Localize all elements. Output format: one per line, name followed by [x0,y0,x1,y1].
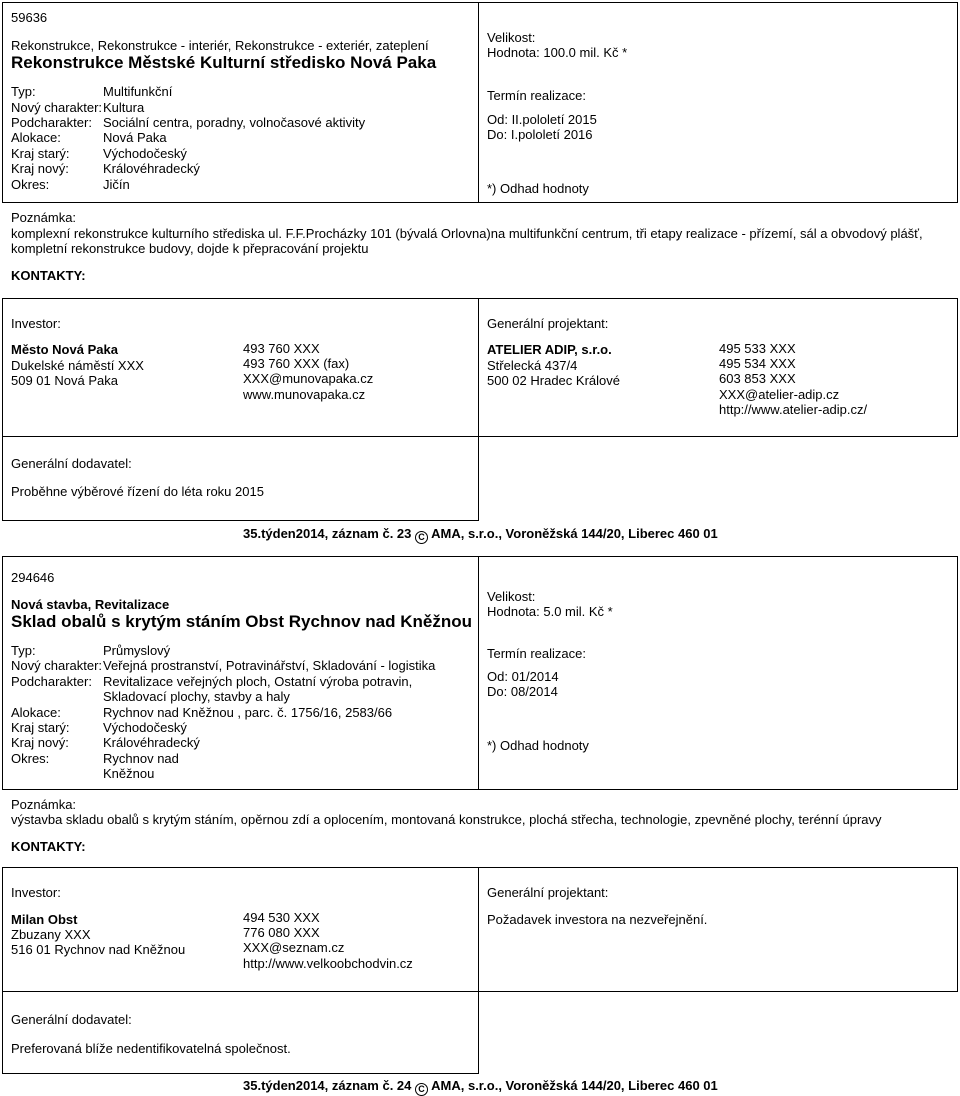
investor-address: Dukelské náměstí XXX [11,358,144,373]
field-label: Typ: [11,643,36,658]
field-label: Nový charakter: [11,658,103,673]
field-label: Okres: [11,751,50,766]
field-label: Kraj starý: [11,720,70,735]
estimate-note: *) Odhad hodnoty [487,738,589,753]
field-label: Kraj starý: [11,146,70,161]
investor-email[interactable]: XXX@munovapaka.cz [243,371,374,386]
record-category: Nová stavba, Revitalizace [11,597,170,612]
field-value: Průmyslový [103,643,171,658]
supplier-text: Preferovaná blíže nedentifikovatelná společnost. [11,1041,291,1056]
field-label: Alokace: [11,705,61,720]
designer-name: ATELIER ADIP, s.r.o. [487,342,612,357]
note-label: Poznámka: [11,797,77,812]
record-id: 59636 [11,10,48,25]
field-value: Královéhradecký [103,735,200,750]
field-value: Nová Paka [103,130,167,145]
designer-address: 500 02 Hradec Králové [487,373,620,388]
field-value: Kultura [103,100,145,115]
term-from: Od: 01/2014 [487,669,559,684]
size-value: Hodnota: 5.0 mil. Kč * [487,604,613,619]
footer-record-info: 35.týden2014, záznam č. 23 [243,526,412,541]
record-header-divider [478,2,479,203]
note-text: kompletní rekonstrukce budovy, dojde k přepracování projektu [11,241,369,256]
field-label: Kraj nový: [11,161,69,176]
term-label: Termín realizace: [487,646,586,661]
copyright-icon: C [415,1083,428,1096]
contacts-divider [478,867,479,992]
field-value: Východočeský [103,146,187,161]
field-value: Jičín [103,177,130,192]
contacts-heading: KONTAKTY: [11,839,86,854]
designer-label: Generální projektant: [487,885,609,900]
note-text: komplexní rekonstrukce kulturního střediska ul. F.F.Procházky 101 (bývalá Orlovna)na multifunkční centrum, tři etapy realizace - přízemí, sál a obvodový plášť, [11,226,923,241]
field-value: Rychnov nad [103,751,179,766]
field-value: Rychnov nad Kněžnou , parc. č. 1756/16, 2583/66 [103,705,393,720]
investor-address: 516 01 Rychnov nad Kněžnou [11,942,186,957]
field-label: Nový charakter: [11,100,103,115]
term-from: Od: II.pololetí 2015 [487,112,597,127]
field-value: Skladovací plochy, stavby a haly [103,689,290,704]
investor-address: 509 01 Nová Paka [11,373,118,388]
term-to: Do: I.pololetí 2016 [487,127,593,142]
investor-label: Investor: [11,885,61,900]
investor-phone: 494 530 XXX [243,910,320,925]
term-to: Do: 08/2014 [487,684,558,699]
field-value: Multifunkční [103,84,173,99]
supplier-label: Generální dodavatel: [11,456,132,471]
investor-website[interactable]: www.munovapaka.cz [243,387,366,402]
supplier-label: Generální dodavatel: [11,1012,132,1027]
field-label: Typ: [11,84,36,99]
designer-label: Generální projektant: [487,316,609,331]
field-label: Kraj nový: [11,735,69,750]
designer-website[interactable]: http://www.atelier-adip.cz/ [719,402,868,417]
contacts-box [2,867,958,992]
copyright-icon: C [415,531,428,544]
contacts-divider [478,298,479,437]
investor-website[interactable]: http://www.velkoobchodvin.cz [243,956,413,971]
supplier-box [2,436,479,521]
field-value: Kněžnou [103,766,155,781]
record-footer [243,526,718,544]
designer-phone: 495 533 XXX [719,341,796,356]
investor-label: Investor: [11,316,61,331]
field-label: Podcharakter: [11,115,92,130]
investor-name: Město Nová Paka [11,342,118,357]
designer-text: Požadavek investora na nezveřejnění. [487,912,708,927]
size-label: Velikost: [487,30,536,45]
footer-company: AMA, s.r.o., Voroněžská 144/20, Liberec 460 01 [431,1078,718,1093]
designer-phone: 495 534 XXX [719,356,796,371]
contacts-heading: KONTAKTY: [11,268,86,283]
note-text: výstavba skladu obalů s krytým stáním, opěrnou zdí a oplocením, montovaná konstrukce, plochá střecha, technologie, zpevněné plochy, terénní úpravy [11,812,882,827]
field-value: Revitalizace veřejných ploch, Ostatní výroba potravin, [103,674,413,689]
footer-company: AMA, s.r.o., Voroněžská 144/20, Liberec 460 01 [431,526,718,541]
investor-phone: 776 080 XXX [243,925,320,940]
designer-email[interactable]: XXX@atelier-adip.cz [719,387,840,402]
record-id: 294646 [11,570,55,585]
designer-address: Střelecká 437/4 [487,358,578,373]
field-label: Alokace: [11,130,61,145]
field-label: Podcharakter: [11,674,92,689]
term-label: Termín realizace: [487,88,586,103]
record-category: Rekonstrukce, Rekonstrukce - interiér, Rekonstrukce - exteriér, zateplení [11,38,429,53]
footer-record-info: 35.týden2014, záznam č. 24 [243,1078,412,1093]
field-value: Veřejná prostranství, Potravinářství, Skladování - logistika [103,658,436,673]
supplier-text: Proběhne výběrové řízení do léta roku 2015 [11,484,264,499]
field-value: Královéhradecký [103,161,200,176]
estimate-note: *) Odhad hodnoty [487,181,589,196]
designer-phone: 603 853 XXX [719,371,796,386]
record-title: Sklad obalů s krytým stáním Obst Rychnov nad Kněžnou [11,612,472,631]
note-label: Poznámka: [11,210,77,225]
field-value: Sociální centra, poradny, volnočasové aktivity [103,115,366,130]
field-label: Okres: [11,177,50,192]
supplier-box [2,991,479,1074]
investor-fax: 493 760 XXX (fax) [243,356,350,371]
field-value: Východočeský [103,720,187,735]
investor-address: Zbuzany XXX [11,927,91,942]
record-title: Rekonstrukce Městské Kulturní středisko Nová Paka [11,53,437,72]
record-footer [243,1078,718,1096]
size-value: Hodnota: 100.0 mil. Kč * [487,45,628,60]
investor-phone: 493 760 XXX [243,341,320,356]
record-header-divider [478,556,479,790]
size-label: Velikost: [487,589,536,604]
investor-name: Milan Obst [11,912,78,927]
investor-email[interactable]: XXX@seznam.cz [243,940,345,955]
